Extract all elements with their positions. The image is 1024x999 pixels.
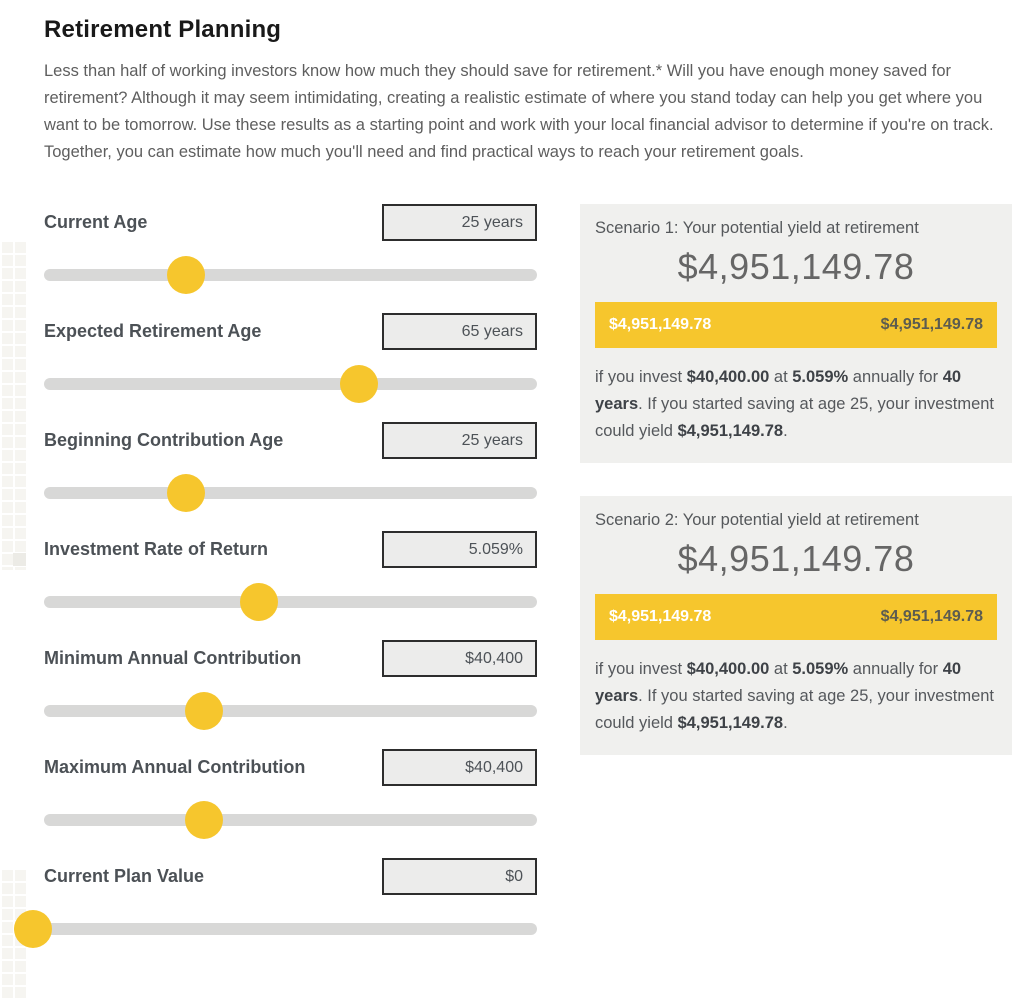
scenario-1-description: if you invest $40,400.00 at 5.059% annually for 40 years. If you started saving at age 25, your investment could yield $4,951,149.78. (595, 368, 995, 440)
control-head (44, 531, 537, 568)
current-plan-value-label: Current Plan Value (44, 866, 205, 886)
scenario-1-header: Scenario 1: Your potential yield at retirement (595, 219, 919, 237)
scenario-2-header: Scenario 2: Your potential yield at retirement (595, 511, 919, 529)
scenario-2-amount: $4,951,149.78 (677, 538, 915, 579)
scenario-2-card (580, 496, 1012, 755)
current-age-slider (44, 256, 537, 294)
control-head (44, 204, 537, 241)
scenario-2-years: 40 years (595, 660, 962, 705)
current-plan-value-input[interactable] (382, 858, 537, 895)
maximum-annual-contribution-slider (44, 801, 537, 839)
scenario-1-card (580, 204, 1012, 463)
control-head (44, 858, 537, 895)
control-row-maximum-annual-contribution (44, 749, 537, 839)
control-row-current-plan-value (44, 858, 537, 948)
investment-rate-of-return-slider-track[interactable] (44, 596, 537, 608)
control-row-investment-rate-of-return (44, 531, 537, 621)
scenario-2-yield-bar (595, 594, 997, 640)
control-row-expected-retirement-age (44, 313, 537, 403)
maximum-annual-contribution-input[interactable] (382, 749, 537, 786)
maximum-annual-contribution-slider-thumb[interactable] (185, 801, 223, 839)
beginning-contribution-age-slider-thumb[interactable] (167, 474, 205, 512)
background-grid-pattern-top (0, 240, 26, 570)
scenario-1-rate: 5.059% (792, 368, 849, 386)
expected-retirement-age-label: Expected Retirement Age (44, 321, 262, 341)
minimum-annual-contribution-slider (44, 692, 537, 730)
control-row-beginning-contribution-age (44, 422, 537, 512)
scenario-1-years: 40 years (595, 368, 962, 413)
current-age-label: Current Age (44, 212, 148, 232)
current-plan-value-slider-thumb[interactable] (14, 910, 52, 948)
current-age-input[interactable] (382, 204, 537, 241)
background-grid-accent-cell (13, 553, 26, 566)
expected-retirement-age-slider-track[interactable] (44, 378, 537, 390)
current-plan-value-slider-track[interactable] (14, 923, 537, 935)
beginning-contribution-age-label: Beginning Contribution Age (44, 430, 284, 450)
investment-rate-of-return-label: Investment Rate of Return (44, 539, 269, 559)
scenario-2-bar-right-value: $4,951,149.78 (880, 608, 983, 625)
minimum-annual-contribution-slider-thumb[interactable] (185, 692, 223, 730)
beginning-contribution-age-input[interactable] (382, 422, 537, 459)
expected-retirement-age-slider-thumb[interactable] (340, 365, 378, 403)
scenario-2-rate: 5.059% (792, 660, 849, 678)
scenario-1-yield: $4,951,149.78 (677, 422, 784, 440)
current-age-slider-track[interactable] (44, 269, 537, 281)
intro-paragraph: Less than half of working investors know how much they should save for retirement.* Will you have enough money saved for retirement? Although it may seem intimidating, creating a realistic estimate of where you stand today can help you get where you want to be tomorrow. Use these results as a starting point and work with your local financial advisor to determine if you're on track. Together, you can estimate how much you'll need and find practical ways to reach your retirement goals. (44, 62, 994, 161)
beginning-contribution-age-slider (44, 474, 537, 512)
calculator-columns (44, 204, 1016, 967)
scenario-2-bar-left-value: $4,951,149.78 (609, 608, 712, 625)
scenario-1-bar-right-value: $4,951,149.78 (880, 316, 983, 333)
investment-rate-of-return-slider-thumb[interactable] (240, 583, 278, 621)
beginning-contribution-age-slider-track[interactable] (44, 487, 537, 499)
scenario-1-amount: $4,951,149.78 (677, 246, 915, 287)
control-head (44, 749, 537, 786)
investment-rate-of-return-slider (44, 583, 537, 621)
control-head (44, 640, 537, 677)
minimum-annual-contribution-slider-track[interactable] (44, 705, 537, 717)
control-head (44, 313, 537, 350)
maximum-annual-contribution-label: Maximum Annual Contribution (44, 757, 306, 777)
expected-retirement-age-input[interactable] (382, 313, 537, 350)
control-head (44, 422, 537, 459)
current-age-slider-thumb[interactable] (167, 256, 205, 294)
retirement-planning-widget (44, 16, 1016, 967)
maximum-annual-contribution-slider-track[interactable] (44, 814, 537, 826)
minimum-annual-contribution-input[interactable] (382, 640, 537, 677)
scenario-1-yield-bar (595, 302, 997, 348)
scenario-1-bar-left-value: $4,951,149.78 (609, 316, 712, 333)
scenario-2-invest-amount: $40,400.00 (686, 660, 770, 678)
investment-rate-of-return-input[interactable] (382, 531, 537, 568)
expected-retirement-age-slider (44, 365, 537, 403)
control-row-current-age (44, 204, 537, 294)
scenario-2-description: if you invest $40,400.00 at 5.059% annually for 40 years. If you started saving at age 25, your investment could yield $4,951,149.78. (595, 660, 995, 732)
current-plan-value-slider (14, 910, 537, 948)
page-title: Retirement Planning (44, 16, 282, 43)
controls-column (44, 204, 537, 967)
results-column (580, 204, 1012, 967)
scenario-2-yield: $4,951,149.78 (677, 714, 784, 732)
minimum-annual-contribution-label: Minimum Annual Contribution (44, 648, 302, 668)
control-row-minimum-annual-contribution (44, 640, 537, 730)
scenario-1-invest-amount: $40,400.00 (686, 368, 770, 386)
